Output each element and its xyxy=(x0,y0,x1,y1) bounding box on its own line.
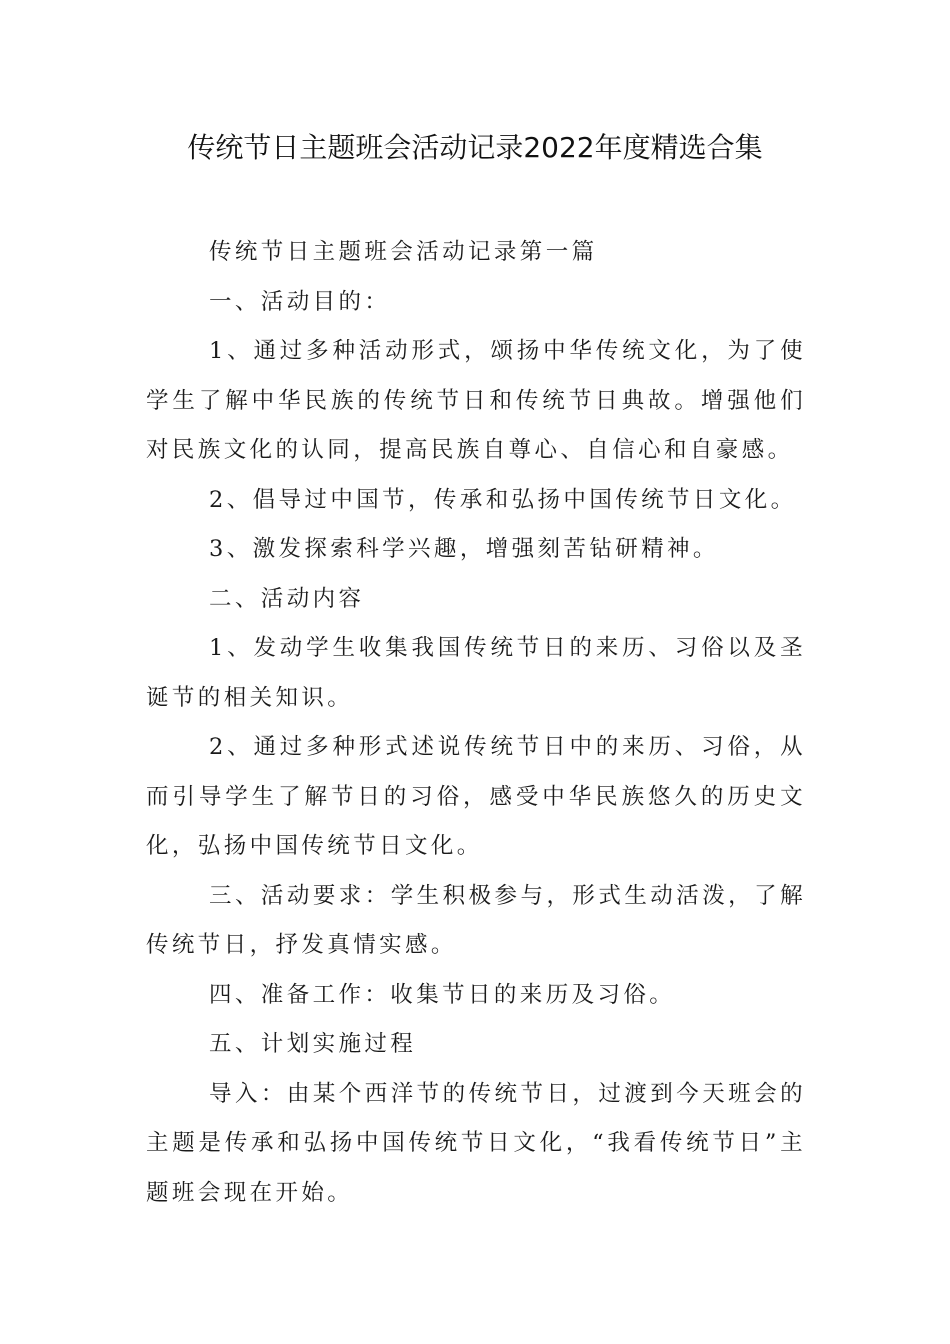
section-requirements: 三、活动要求：学生积极参与，形式生动活泼，了解传统节日，抒发真情实感。 xyxy=(146,882,806,958)
purpose-item-2: 2、倡导过中国节，传承和弘扬中国传统节日文化。 xyxy=(209,486,797,513)
content-item-2: 2、通过多种形式述说传统节日中的来历、习俗，从而引导学生了解节日的习俗，感受中华民族悠久的历史文化，弘扬中国传统节日文化。 xyxy=(146,734,806,859)
section-heading-first-article: 传统节日主题班会活动记录第一篇 xyxy=(209,239,598,265)
document-body xyxy=(146,228,806,1218)
section-heading-content: 二、活动内容 xyxy=(209,585,365,612)
process-intro: 导入：由某个西洋节的传统节日，过渡到今天班会的主题是传承和弘扬中国传统节日文化，“我看传统节日”主题班会现在开始。 xyxy=(146,1080,806,1206)
section-preparation: 四、准备工作：收集节日的来历及习俗。 xyxy=(209,981,676,1008)
purpose-item-1: 1、通过多种活动形式，颂扬中华传统文化，为了使学生了解中华民族的传统节日和传统节日典故。增强他们对民族文化的认同，提高民族自尊心、自信心和自豪感。 xyxy=(146,338,806,463)
section-heading-purpose: 一、活动目的： xyxy=(209,288,391,315)
content-item-1: 1、发动学生收集我国传统节日的来历、习俗以及圣诞节的相关知识。 xyxy=(146,635,806,711)
document-title: 传统节日主题班会活动记录2022年度精选合集 xyxy=(187,131,763,164)
section-heading-process: 五、计划实施过程 xyxy=(209,1031,417,1057)
purpose-item-3: 3、激发探索科学兴趣，增强刻苦钻研精神。 xyxy=(209,536,719,562)
